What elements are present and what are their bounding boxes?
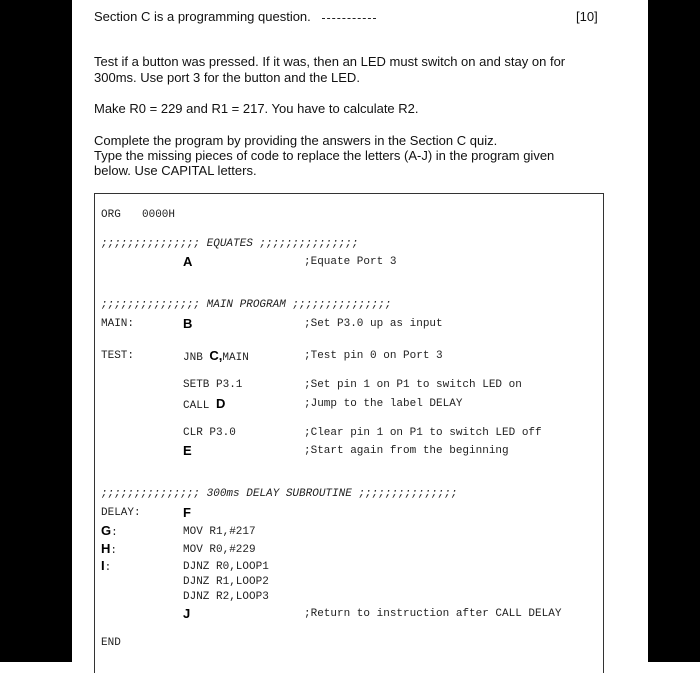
register-instruction: Make R0 = 229 and R1 = 217. You have to calculate R2. xyxy=(94,101,419,116)
comment-led-on: ;Set pin 1 on P1 to switch LED on xyxy=(304,379,522,391)
end-directive: END xyxy=(101,637,121,649)
jnb-instruction xyxy=(183,349,249,365)
blank-g: G xyxy=(101,523,112,538)
marks-label: [10] xyxy=(576,9,598,24)
label-main: MAIN: xyxy=(101,318,135,330)
label-test: TEST: xyxy=(101,350,135,362)
call-instruction xyxy=(183,397,225,413)
section-title: Section C is a programming question. xyxy=(94,9,311,24)
complete-instruction-line-2: Type the missing pieces of code to replace the letters (A-J) in the program given xyxy=(94,148,555,163)
blank-f: F xyxy=(183,505,191,520)
blank-h: H xyxy=(101,541,111,556)
left-black-border xyxy=(0,0,72,662)
org-address: 0000H xyxy=(142,209,176,221)
djnz-r0-instruction: DJNZ R0,LOOP1 xyxy=(183,561,269,573)
comment-led-off: ;Clear pin 1 on P1 to switch LED off xyxy=(304,427,542,439)
setb-instruction: SETB P3.1 xyxy=(183,379,243,391)
org-directive: ORG xyxy=(101,209,121,221)
call-op: CALL xyxy=(183,400,210,412)
label-i: I: xyxy=(101,558,112,574)
blank-a: A xyxy=(183,254,193,269)
complete-instruction-line-3: below. Use CAPITAL letters. xyxy=(94,163,257,178)
comment-setup: ;Set P3.0 up as input xyxy=(304,318,443,330)
blank-i: I xyxy=(101,558,105,573)
task-text-line-1: Test if a button was pressed. If it was, then an LED must switch on and stay on for xyxy=(94,54,566,69)
djnz-r1-instruction: DJNZ R1,LOOP2 xyxy=(183,576,269,588)
comment-test: ;Test pin 0 on Port 3 xyxy=(304,350,443,362)
comment-jump: ;Jump to the label DELAY xyxy=(304,398,463,410)
comment-return: ;Return to instruction after CALL DELAY xyxy=(304,608,562,620)
dashed-underline xyxy=(322,18,376,19)
jnb-op: JNB xyxy=(183,352,203,364)
main-program-header: ;;;;;;;;;;;;;;; MAIN PROGRAM ;;;;;;;;;;;;;;; xyxy=(101,299,392,311)
complete-instruction-line-1: Complete the program by providing the answers in the Section C quiz. xyxy=(94,133,498,148)
jnb-target: MAIN xyxy=(222,352,249,364)
comment-equate: ;Equate Port 3 xyxy=(304,256,397,268)
blank-c: C, xyxy=(209,348,223,363)
blank-j: J xyxy=(183,606,191,621)
task-text-line-2: 300ms. Use port 3 for the button and the LED. xyxy=(94,70,360,85)
blank-b: B xyxy=(183,316,193,331)
djnz-r2-instruction: DJNZ R2,LOOP3 xyxy=(183,591,269,603)
blank-d: D xyxy=(216,396,226,411)
label-h: H: xyxy=(101,541,117,557)
mov-r0-instruction: MOV R0,#229 xyxy=(183,544,256,556)
label-g: G: xyxy=(101,523,118,539)
equates-header: ;;;;;;;;;;;;;;; EQUATES ;;;;;;;;;;;;;;; xyxy=(101,238,359,250)
mov-r1-instruction: MOV R1,#217 xyxy=(183,526,256,538)
blank-e: E xyxy=(183,443,192,458)
clr-instruction: CLR P3.0 xyxy=(183,427,236,439)
label-delay: DELAY: xyxy=(101,507,141,519)
delay-subroutine-header: ;;;;;;;;;;;;;;; 300ms DELAY SUBROUTINE ;;;;;;;;;;;;;;; xyxy=(101,488,458,500)
right-black-border xyxy=(648,0,700,662)
comment-restart: ;Start again from the beginning xyxy=(304,445,509,457)
